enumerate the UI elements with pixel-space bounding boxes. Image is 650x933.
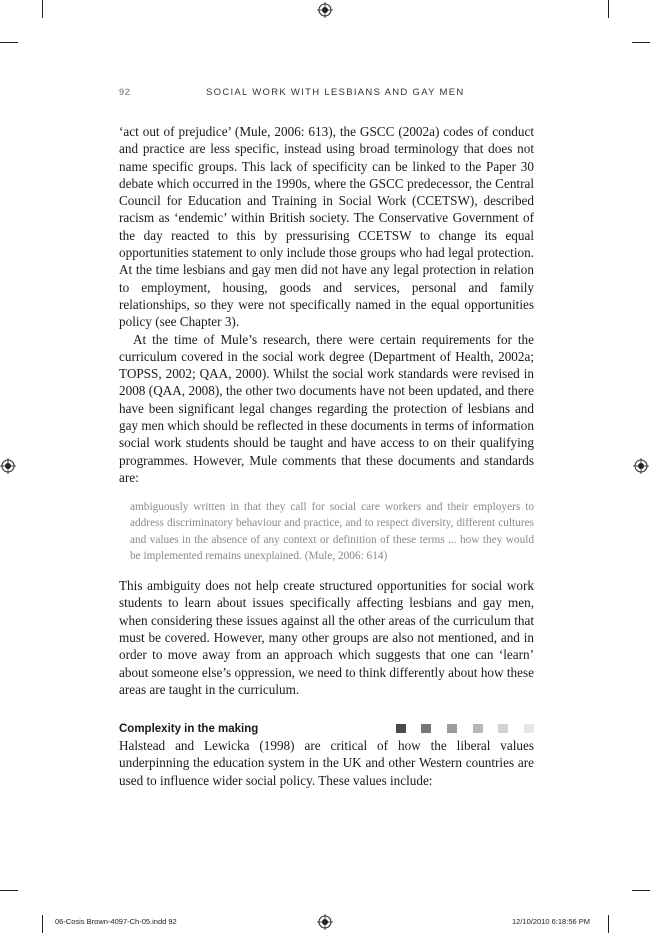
- ornament-square: [498, 724, 508, 733]
- registration-mark-icon: [317, 2, 333, 18]
- ornament-square: [396, 724, 406, 733]
- ornament-square: [473, 724, 483, 733]
- crop-mark: [0, 890, 18, 891]
- crop-mark: [42, 0, 43, 18]
- paragraph: At the time of Mule’s research, there were certain requirements for the curriculum covered in the social work degree (Department of Health, 2002a; TOPSS, 2002; QAA, 2000). Whilst the social work standards were revised in 2008 (QAA, 2008), the other two documents have not been updated, and there have been significant legal changes regarding the protection of lesbians and gay men which should be reflected in these documents in terms of information social work students should be taught and have access to on their qualifying programmes. However, Mule comments that these documents and standards are:: [119, 331, 534, 485]
- crop-mark: [632, 42, 650, 43]
- page-number: 92: [119, 87, 131, 98]
- running-header: [119, 87, 534, 101]
- section-title: Complexity in the making: [119, 723, 259, 736]
- running-head-title: SOCIAL WORK WITH LESBIANS AND GAY MEN: [206, 87, 465, 98]
- ornament-square: [524, 724, 534, 733]
- ornament-square: [447, 724, 457, 733]
- crop-mark: [42, 915, 43, 933]
- registration-mark-icon: [633, 458, 649, 474]
- file-name: 06-Cosis Brown-4097-Ch-05.indd 92: [55, 917, 177, 926]
- print-timestamp: 12/10/2010 6:18:56 PM: [512, 917, 590, 926]
- ornament-square: [421, 724, 431, 733]
- crop-mark: [608, 0, 609, 18]
- body-text: [119, 123, 534, 789]
- crop-mark: [608, 915, 609, 933]
- paragraph: This ambiguity does not help create structured opportunities for social work students to learn about issues specifically affecting lesbians and gay men, when considering these issues against all the other areas of the curriculum that must be covered. However, many other groups are also not mentioned, and in order to move away from an approach which suggests that one can ‘learn’ about someone else’s oppression, we need to think differently about how these areas are taught in the curriculum.: [119, 578, 534, 697]
- paragraph: ‘act out of prejudice’ (Mule, 2006: 613), the GSCC (2002a) codes of conduct and practice are less specific, instead using broad terminology that does not name specific groups. This lack of specificity can be linked to the Paper 30 debate which occurred in the 1990s, where the GSCC predecessor, the Central Council for Education and Training in Social Work (CCETSW), described racism as ‘endemic’ within British society. The Conservative Government of the day reacted to this by pressurising CCETSW to change its equal opportunities statement to only include those groups who had legal protection. At the time lesbians and gay men did not have any legal protection in relation to employment, housing, goods and services, personal and family relationships, so they were not specifically named in the equal opportunities policy (see Chapter 3).: [119, 124, 534, 330]
- crop-mark: [632, 890, 650, 891]
- section-heading: [119, 721, 534, 737]
- registration-mark-icon: [0, 458, 16, 474]
- block-quote: ambiguously written in that they call for social care workers and their employers to address discriminatory behaviour and practice, and to respect diversity, different cultures and values in the absence of any context or definition of these terms ... how they would be implemented remains unexplained. (Mule, 2006: 614): [130, 501, 534, 562]
- paragraph: Halstead and Lewicka (1998) are critical of how the liberal values underpinning the education system in the UK and other Western countries are used to influence wider social policy. These values include:: [119, 738, 534, 788]
- crop-mark: [0, 42, 18, 43]
- registration-mark-icon: [317, 914, 333, 930]
